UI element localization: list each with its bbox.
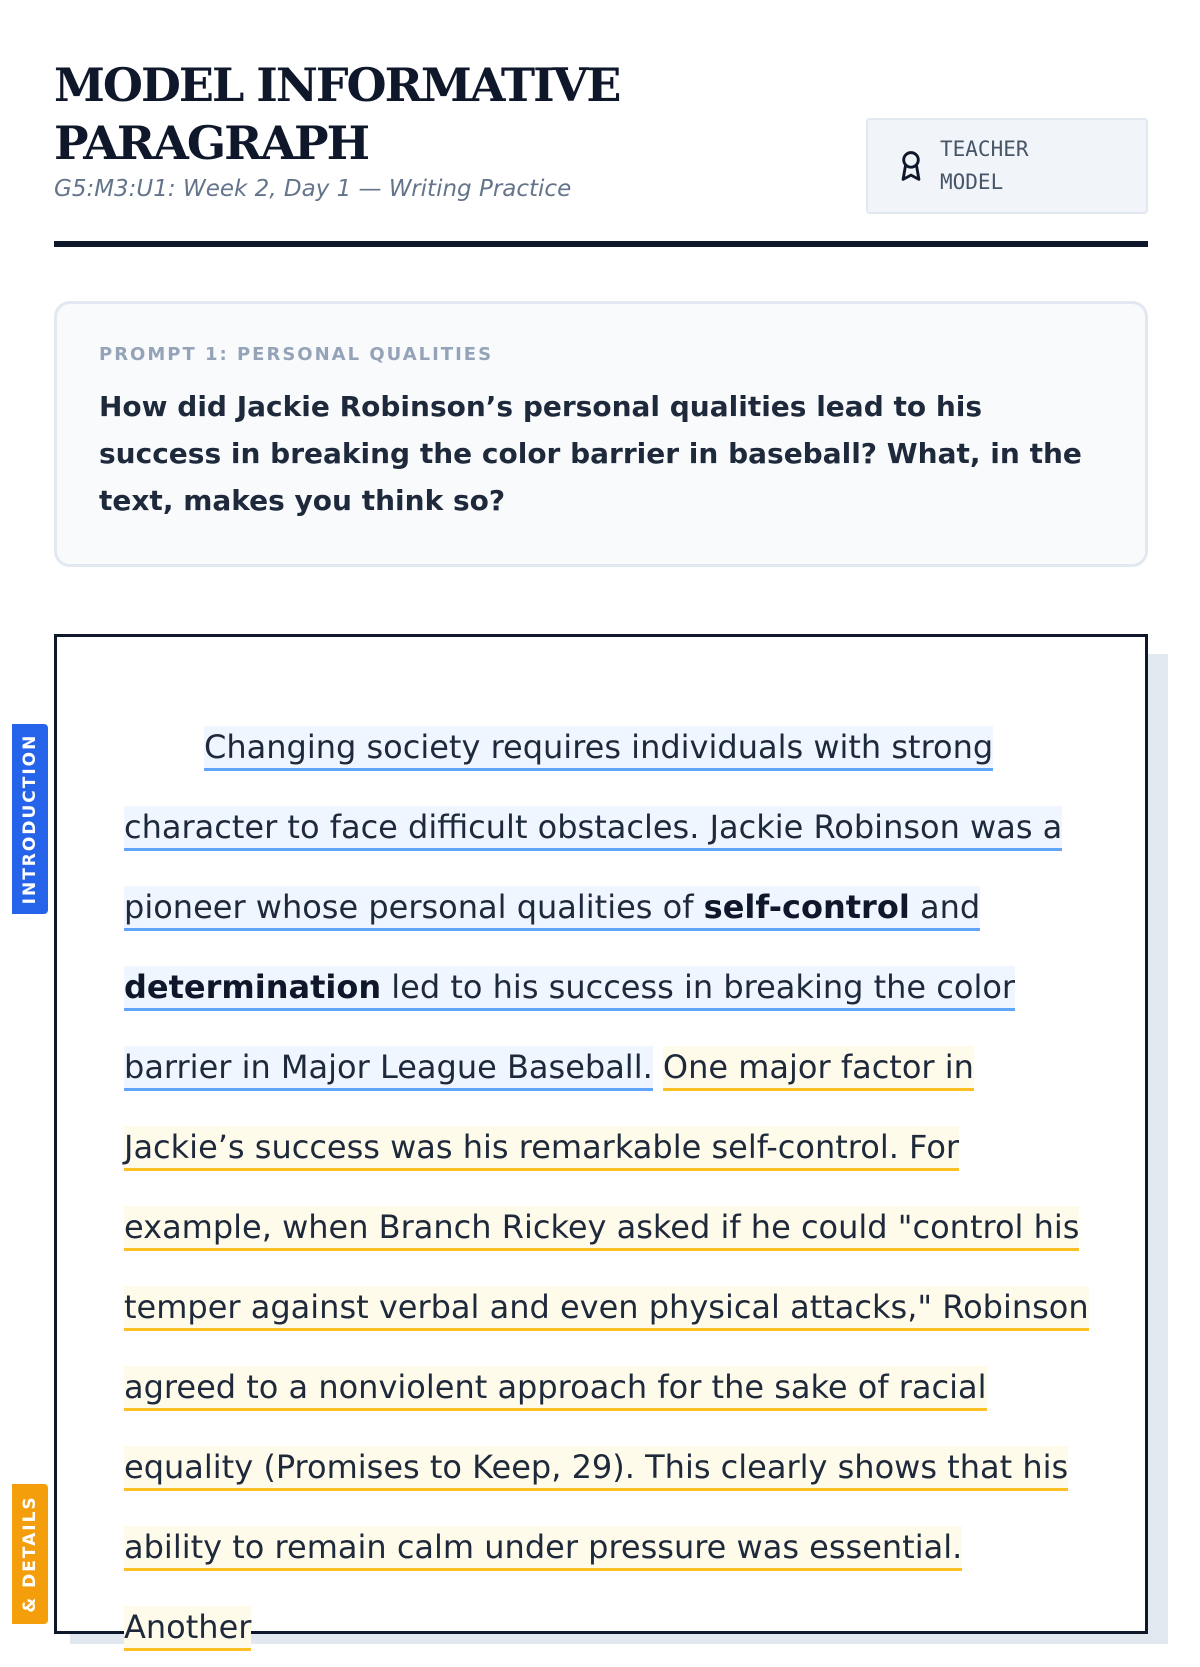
model-paragraph-paper — [54, 634, 1148, 1646]
intro-text-2: and — [909, 888, 981, 926]
intro-text-1: Changing society requires individuals with strong character to face difficult obstacles. Jackie Robinson was a pioneer whose personal qualities of — [124, 728, 1063, 926]
introduction-tab-label: INTRODUCTION — [20, 733, 40, 905]
quality-determination: determination — [124, 968, 382, 1006]
award-ribbon-icon — [896, 149, 926, 183]
lesson-subtitle: G5:M3:U1: Week 2, Day 1 — Writing Practice — [54, 176, 572, 202]
prompt-question: How did Jackie Robinson’s personal qualities lead to his success in breaking the color barrier in baseball? What, in the text, makes you think so? — [99, 390, 1082, 517]
prompt-card — [54, 301, 1148, 567]
intro-text-3: led to his success in breaking the color barrier in Major League Baseball. — [124, 968, 1016, 1086]
page-title: MODEL INFORMATIVE PARAGRAPH — [54, 58, 620, 170]
header-divider — [54, 241, 1148, 247]
introduction-sentences — [124, 726, 1062, 1091]
prompt-label: PROMPT 1: PERSONAL QUALITIES — [99, 344, 494, 365]
model-paragraph — [124, 707, 1094, 1667]
badge-label: TEACHER MODEL — [940, 137, 1029, 194]
teacher-model-badge — [866, 118, 1148, 214]
detail-sentences: One major factor in Jackie’s success was his remarkable self-control. For example, when Branch Rickey asked if he could "control his temper against verbal and even physical attacks," Robinson agreed to a nonviolent approach for the sake of racial equality (Promises to Keep, 29). This clearly shows that his ability to remain calm under pressure was essential. Another — [124, 1046, 1089, 1651]
details-tab-label: & DETAILS — [20, 1495, 40, 1613]
details-section-tab — [12, 1484, 48, 1624]
page-header — [54, 56, 1148, 202]
quality-self-control: self-control — [703, 888, 910, 926]
introduction-section-tab — [12, 724, 48, 914]
